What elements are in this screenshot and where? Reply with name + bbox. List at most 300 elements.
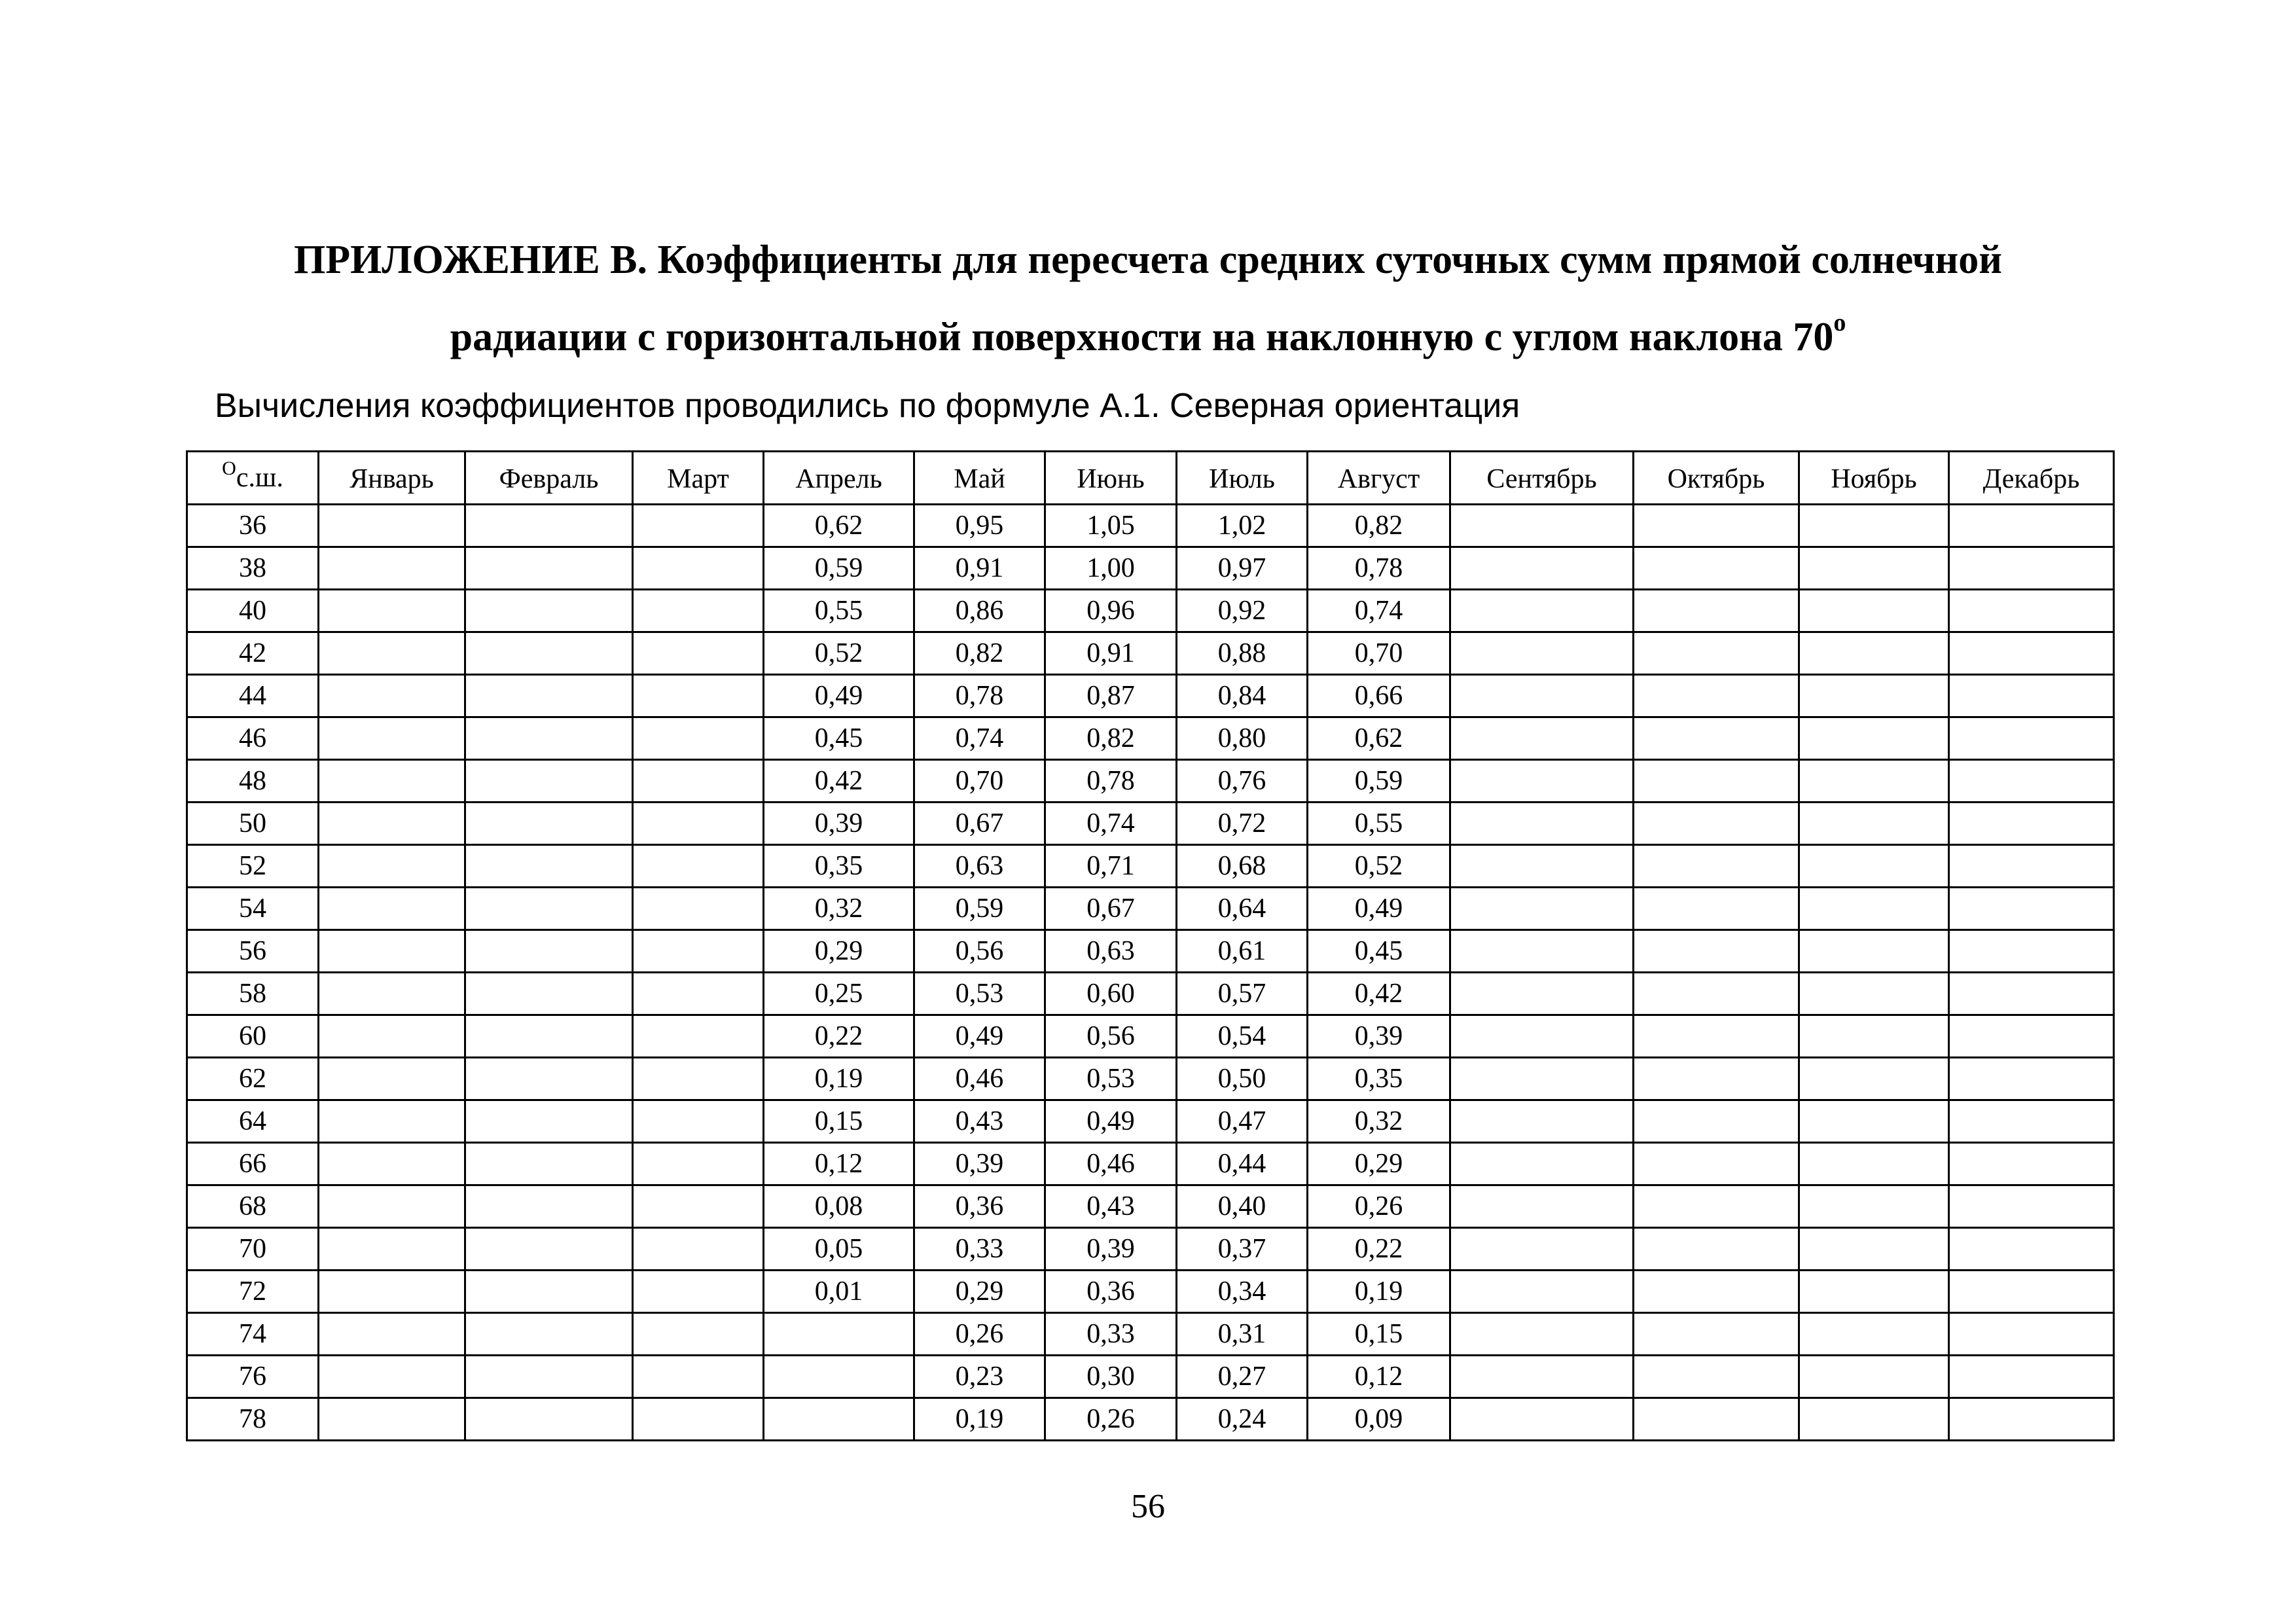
coefficient-cell: 0,60 [1045, 973, 1177, 1015]
coefficient-cell: 0,23 [914, 1356, 1045, 1398]
coefficient-cell: 0,19 [764, 1058, 914, 1100]
coefficient-cell [319, 760, 465, 803]
coefficient-cell: 0,12 [1308, 1356, 1450, 1398]
coefficient-cell: 0,80 [1177, 717, 1308, 760]
coefficient-cell: 0,53 [1045, 1058, 1177, 1100]
coefficient-cell [319, 632, 465, 675]
latitude-cell: 54 [187, 888, 319, 930]
table-row [187, 590, 2114, 632]
table-row [187, 1015, 2114, 1058]
month-column-header: Ноябрь [1799, 452, 1949, 505]
month-column-header: Май [914, 452, 1045, 505]
coefficient-cell [1450, 930, 1634, 973]
coefficient-cell: 0,74 [1045, 803, 1177, 845]
coefficient-cell [1799, 1100, 1949, 1143]
coefficient-cell: 0,68 [1177, 845, 1308, 888]
coefficient-cell [1799, 973, 1949, 1015]
month-column-header: Март [633, 452, 764, 505]
coefficient-cell [1949, 1271, 2114, 1313]
coefficient-cell [1450, 505, 1634, 547]
coefficient-cell: 0,49 [914, 1015, 1045, 1058]
coefficient-cell: 0,26 [1308, 1185, 1450, 1228]
table-row [187, 760, 2114, 803]
coefficient-cell [465, 1015, 633, 1058]
coefficient-cell: 0,74 [1308, 590, 1450, 632]
table-row [187, 888, 2114, 930]
table-header-row [187, 452, 2114, 505]
table-row [187, 1100, 2114, 1143]
coefficient-cell: 0,78 [914, 675, 1045, 717]
coefficient-cell [633, 1058, 764, 1100]
coefficient-cell [633, 1271, 764, 1313]
coefficient-cell: 0,22 [764, 1015, 914, 1058]
coefficient-cell [1949, 1356, 2114, 1398]
coefficient-cell: 1,02 [1177, 505, 1308, 547]
coefficient-cell [319, 1398, 465, 1441]
coefficient-cell [1949, 1058, 2114, 1100]
coefficient-cell [1634, 717, 1799, 760]
coefficient-cell: 0,64 [1177, 888, 1308, 930]
coefficient-cell [1634, 675, 1799, 717]
coefficient-cell: 0,35 [764, 845, 914, 888]
coefficient-cell [1949, 1143, 2114, 1185]
coefficient-cell [1949, 717, 2114, 760]
coefficient-cell [1799, 930, 1949, 973]
month-column-header: Декабрь [1949, 452, 2114, 505]
month-column-header: Апрель [764, 452, 914, 505]
month-column-header: Январь [319, 452, 465, 505]
table-row [187, 1185, 2114, 1228]
coefficient-cell: 0,86 [914, 590, 1045, 632]
coefficient-cell: 0,56 [1045, 1015, 1177, 1058]
coefficient-cell: 0,96 [1045, 590, 1177, 632]
coefficient-cell: 0,66 [1308, 675, 1450, 717]
coefficient-cell: 0,59 [1308, 760, 1450, 803]
coefficient-cell [1949, 845, 2114, 888]
coefficient-cell [319, 1356, 465, 1398]
coefficient-cell: 0,70 [914, 760, 1045, 803]
coefficient-cell: 0,53 [914, 973, 1045, 1015]
latitude-header-label: с.ш. [236, 463, 283, 493]
coefficient-cell: 0,01 [764, 1271, 914, 1313]
coefficient-cell [319, 973, 465, 1015]
coefficient-cell [319, 1313, 465, 1356]
coefficient-cell: 0,34 [1177, 1271, 1308, 1313]
coefficient-cell: 1,05 [1045, 505, 1177, 547]
table-row [187, 675, 2114, 717]
coefficient-cell: 0,91 [914, 547, 1045, 590]
coefficient-cell [1949, 973, 2114, 1015]
coefficient-cell [1450, 1356, 1634, 1398]
coefficient-cell: 0,62 [764, 505, 914, 547]
coefficient-cell: 0,32 [1308, 1100, 1450, 1143]
coefficient-cell [465, 1143, 633, 1185]
coefficient-cell: 0,19 [1308, 1271, 1450, 1313]
coefficient-cell: 0,39 [1045, 1228, 1177, 1271]
coefficient-cell [1634, 930, 1799, 973]
coefficient-cell [465, 505, 633, 547]
coefficient-cell: 0,55 [764, 590, 914, 632]
coefficient-cell: 1,00 [1045, 547, 1177, 590]
latitude-cell: 58 [187, 973, 319, 1015]
coefficient-cell [319, 675, 465, 717]
latitude-cell: 40 [187, 590, 319, 632]
coefficient-cell: 0,78 [1308, 547, 1450, 590]
coefficient-cell [319, 1058, 465, 1100]
month-column-header: Июнь [1045, 452, 1177, 505]
degree-superscript: о [1833, 309, 1846, 336]
coefficient-cell [319, 1185, 465, 1228]
coefficient-cell [1634, 1271, 1799, 1313]
coefficient-cell [1634, 1015, 1799, 1058]
coefficient-cell: 0,27 [1177, 1356, 1308, 1398]
coefficient-cell: 0,46 [1045, 1143, 1177, 1185]
coefficient-cell [465, 930, 633, 973]
coefficient-cell: 0,82 [1045, 717, 1177, 760]
coefficient-cell [1450, 803, 1634, 845]
coefficient-cell [633, 803, 764, 845]
coefficient-cell: 0,36 [914, 1185, 1045, 1228]
coefficient-cell [633, 1313, 764, 1356]
coefficient-cell [1634, 505, 1799, 547]
coefficient-cell [1799, 590, 1949, 632]
table-row [187, 1058, 2114, 1100]
table-row [187, 547, 2114, 590]
coefficient-cell [1949, 675, 2114, 717]
coefficient-cell [319, 1143, 465, 1185]
latitude-cell: 36 [187, 505, 319, 547]
coefficient-cell [1949, 547, 2114, 590]
coefficient-cell: 0,55 [1308, 803, 1450, 845]
coefficient-cell [633, 632, 764, 675]
coefficient-cell [633, 930, 764, 973]
coefficient-cell: 0,29 [914, 1271, 1045, 1313]
coefficient-cell [1949, 930, 2114, 973]
coefficient-cell: 0,70 [1308, 632, 1450, 675]
coefficient-cell [633, 760, 764, 803]
coefficient-cell [633, 717, 764, 760]
coefficient-cell [1799, 845, 1949, 888]
latitude-cell: 70 [187, 1228, 319, 1271]
coefficient-cell [1450, 675, 1634, 717]
coefficient-cell: 0,42 [1308, 973, 1450, 1015]
coefficient-cell: 0,44 [1177, 1143, 1308, 1185]
latitude-cell: 42 [187, 632, 319, 675]
coefficient-cell: 0,49 [1308, 888, 1450, 930]
latitude-cell: 52 [187, 845, 319, 888]
coefficient-cell: 0,42 [764, 760, 914, 803]
coefficient-cell [633, 505, 764, 547]
coefficient-cell [1634, 632, 1799, 675]
coefficient-cell: 0,87 [1045, 675, 1177, 717]
coefficient-cell [465, 1058, 633, 1100]
latitude-cell: 72 [187, 1271, 319, 1313]
coefficient-cell: 0,97 [1177, 547, 1308, 590]
coefficient-cell: 0,61 [1177, 930, 1308, 973]
coefficient-cell: 0,78 [1045, 760, 1177, 803]
coefficient-cell [1949, 888, 2114, 930]
coefficients-table [186, 450, 2115, 1441]
coefficient-cell: 0,31 [1177, 1313, 1308, 1356]
coefficient-cell: 0,39 [764, 803, 914, 845]
coefficient-cell: 0,33 [1045, 1313, 1177, 1356]
coefficient-cell: 0,09 [1308, 1398, 1450, 1441]
coefficient-cell [633, 675, 764, 717]
coefficient-cell: 0,50 [1177, 1058, 1308, 1100]
coefficient-cell [1949, 1015, 2114, 1058]
latitude-cell: 48 [187, 760, 319, 803]
latitude-cell: 60 [187, 1015, 319, 1058]
coefficient-cell [1799, 505, 1949, 547]
coefficient-cell: 0,84 [1177, 675, 1308, 717]
coefficient-cell [465, 590, 633, 632]
coefficient-cell [1450, 760, 1634, 803]
coefficient-cell [1634, 1100, 1799, 1143]
coefficient-cell [319, 505, 465, 547]
coefficient-cell: 0,25 [764, 973, 914, 1015]
coefficient-cell: 0,88 [1177, 632, 1308, 675]
coefficient-cell: 0,08 [764, 1185, 914, 1228]
coefficient-cell [1799, 1058, 1949, 1100]
coefficient-cell [1634, 845, 1799, 888]
coefficient-cell [1799, 1185, 1949, 1228]
coefficient-cell [1799, 717, 1949, 760]
coefficient-cell [1634, 1398, 1799, 1441]
month-column-header: Февраль [465, 452, 633, 505]
coefficient-cell: 0,26 [914, 1313, 1045, 1356]
coefficient-cell [1450, 888, 1634, 930]
coefficient-cell [1799, 1271, 1949, 1313]
coefficient-cell: 0,57 [1177, 973, 1308, 1015]
coefficient-cell: 0,45 [764, 717, 914, 760]
coefficient-cell [1450, 1271, 1634, 1313]
table-row [187, 845, 2114, 888]
coefficient-cell: 0,05 [764, 1228, 914, 1271]
table-caption: Вычисления коэффициентов проводились по формуле А.1. Северная ориентация [215, 387, 1520, 425]
coefficient-cell [1634, 1228, 1799, 1271]
appendix-title-line-2 [0, 309, 2296, 360]
table-row [187, 930, 2114, 973]
table-row [187, 505, 2114, 547]
latitude-cell: 66 [187, 1143, 319, 1185]
latitude-cell: 74 [187, 1313, 319, 1356]
latitude-cell: 62 [187, 1058, 319, 1100]
latitude-cell: 50 [187, 803, 319, 845]
coefficient-cell [465, 717, 633, 760]
coefficient-cell [465, 1100, 633, 1143]
coefficient-cell: 0,54 [1177, 1015, 1308, 1058]
coefficient-cell: 0,82 [914, 632, 1045, 675]
coefficient-cell: 0,35 [1308, 1058, 1450, 1100]
coefficient-cell [1949, 505, 2114, 547]
coefficient-cell: 0,59 [764, 547, 914, 590]
coefficient-cell: 0,76 [1177, 760, 1308, 803]
appendix-title-line-2-text: радиации с горизонтальной поверхности на наклонную с углом наклона 70 [450, 315, 1834, 359]
coefficient-cell [1799, 632, 1949, 675]
coefficient-cell [1949, 1228, 2114, 1271]
coefficient-cell: 0,26 [1045, 1398, 1177, 1441]
coefficient-cell: 0,56 [914, 930, 1045, 973]
coefficient-cell [1634, 1313, 1799, 1356]
coefficient-cell [1634, 760, 1799, 803]
coefficient-cell [1634, 1058, 1799, 1100]
coefficient-cell: 0,63 [914, 845, 1045, 888]
coefficient-cell [465, 547, 633, 590]
latitude-cell: 46 [187, 717, 319, 760]
latitude-cell: 78 [187, 1398, 319, 1441]
coefficient-cell [1949, 1313, 2114, 1356]
coefficient-cell [1799, 760, 1949, 803]
coefficient-cell: 0,67 [1045, 888, 1177, 930]
coefficient-cell [1949, 803, 2114, 845]
table-row [187, 1271, 2114, 1313]
coefficient-cell: 0,63 [1045, 930, 1177, 973]
coefficient-cell: 0,32 [764, 888, 914, 930]
coefficient-cell [1799, 1398, 1949, 1441]
coefficient-cell: 0,29 [764, 930, 914, 973]
coefficient-cell [465, 1228, 633, 1271]
page-number: 56 [1131, 1488, 1165, 1525]
table-row [187, 717, 2114, 760]
coefficient-cell [465, 973, 633, 1015]
coefficient-cell: 0,46 [914, 1058, 1045, 1100]
coefficient-cell [764, 1313, 914, 1356]
coefficient-cell [1634, 973, 1799, 1015]
coefficient-cell: 0,72 [1177, 803, 1308, 845]
coefficient-cell [1634, 1185, 1799, 1228]
coefficient-cell [1799, 803, 1949, 845]
coefficient-cell [633, 1185, 764, 1228]
coefficient-cell: 0,45 [1308, 930, 1450, 973]
coefficient-cell [1450, 845, 1634, 888]
coefficient-cell [764, 1398, 914, 1441]
coefficient-cell [633, 1015, 764, 1058]
table-row [187, 632, 2114, 675]
coefficient-cell: 0,29 [1308, 1143, 1450, 1185]
coefficient-cell [1949, 1185, 2114, 1228]
coefficient-cell [465, 675, 633, 717]
coefficient-cell: 0,91 [1045, 632, 1177, 675]
coefficient-cell: 0,52 [1308, 845, 1450, 888]
coefficient-cell [465, 1313, 633, 1356]
coefficient-cell: 0,33 [914, 1228, 1045, 1271]
coefficient-cell [1450, 632, 1634, 675]
coefficient-cell [1634, 1356, 1799, 1398]
coefficient-cell [1634, 888, 1799, 930]
coefficient-cell: 0,82 [1308, 505, 1450, 547]
latitude-cell: 44 [187, 675, 319, 717]
coefficient-cell [319, 803, 465, 845]
coefficient-cell [1799, 1143, 1949, 1185]
coefficient-cell [633, 973, 764, 1015]
coefficient-cell [319, 845, 465, 888]
coefficient-cell: 0,37 [1177, 1228, 1308, 1271]
coefficient-cell [1949, 1100, 2114, 1143]
coefficient-cell [1949, 590, 2114, 632]
table-row [187, 1228, 2114, 1271]
coefficient-cell: 0,52 [764, 632, 914, 675]
coefficient-cell [1799, 547, 1949, 590]
table-body [187, 505, 2114, 1441]
coefficient-cell [1450, 1100, 1634, 1143]
coefficient-cell: 0,62 [1308, 717, 1450, 760]
latitude-cell: 64 [187, 1100, 319, 1143]
coefficient-cell [465, 632, 633, 675]
coefficient-cell [1450, 1185, 1634, 1228]
coefficient-cell [465, 1398, 633, 1441]
coefficient-cell [1949, 1398, 2114, 1441]
coefficient-cell [1450, 1228, 1634, 1271]
coefficient-cell: 0,22 [1308, 1228, 1450, 1271]
coefficient-cell [633, 888, 764, 930]
coefficient-cell [633, 1228, 764, 1271]
table-row [187, 1313, 2114, 1356]
coefficient-cell: 0,24 [1177, 1398, 1308, 1441]
coefficient-cell [319, 547, 465, 590]
coefficient-cell: 0,39 [1308, 1015, 1450, 1058]
latitude-degree-mark: О [222, 458, 236, 479]
table-row [187, 803, 2114, 845]
coefficient-cell: 0,12 [764, 1143, 914, 1185]
coefficient-cell [1450, 547, 1634, 590]
coefficient-cell [319, 930, 465, 973]
coefficient-cell [764, 1356, 914, 1398]
coefficient-cell [1634, 590, 1799, 632]
coefficient-cell [1799, 1313, 1949, 1356]
coefficient-cell [1450, 973, 1634, 1015]
table-row [187, 973, 2114, 1015]
coefficient-cell: 0,74 [914, 717, 1045, 760]
latitude-cell: 56 [187, 930, 319, 973]
coefficient-cell: 0,19 [914, 1398, 1045, 1441]
coefficient-cell: 0,49 [764, 675, 914, 717]
coefficient-cell [465, 760, 633, 803]
table-row [187, 1398, 2114, 1441]
table-row [187, 1143, 2114, 1185]
month-column-header: Сентябрь [1450, 452, 1634, 505]
latitude-cell: 38 [187, 547, 319, 590]
coefficient-cell: 0,43 [1045, 1185, 1177, 1228]
coefficient-cell: 0,15 [1308, 1313, 1450, 1356]
coefficient-cell [319, 1228, 465, 1271]
coefficient-cell [465, 1185, 633, 1228]
coefficient-cell [1634, 547, 1799, 590]
coefficient-cell [633, 1100, 764, 1143]
coefficient-cell: 0,49 [1045, 1100, 1177, 1143]
coefficient-cell [633, 547, 764, 590]
coefficient-cell: 0,59 [914, 888, 1045, 930]
latitude-column-header [187, 452, 319, 505]
appendix-title-line-1: ПРИЛОЖЕНИЕ В. Коэффициенты для пересчета средних суточных сумм прямой солнечной [294, 238, 2002, 282]
coefficient-cell [319, 590, 465, 632]
coefficient-cell [1450, 590, 1634, 632]
coefficient-cell: 0,40 [1177, 1185, 1308, 1228]
coefficient-cell: 0,43 [914, 1100, 1045, 1143]
coefficient-cell [1949, 632, 2114, 675]
coefficient-cell [319, 1271, 465, 1313]
coefficient-cell [1450, 1313, 1634, 1356]
month-column-header: Июль [1177, 452, 1308, 505]
coefficient-cell: 0,39 [914, 1143, 1045, 1185]
coefficient-cell [1799, 675, 1949, 717]
coefficient-cell [633, 590, 764, 632]
coefficient-cell: 0,92 [1177, 590, 1308, 632]
coefficient-cell [1450, 1015, 1634, 1058]
coefficient-cell [1450, 1058, 1634, 1100]
coefficient-cell [1799, 1356, 1949, 1398]
month-column-header: Октябрь [1634, 452, 1799, 505]
month-column-header: Август [1308, 452, 1450, 505]
